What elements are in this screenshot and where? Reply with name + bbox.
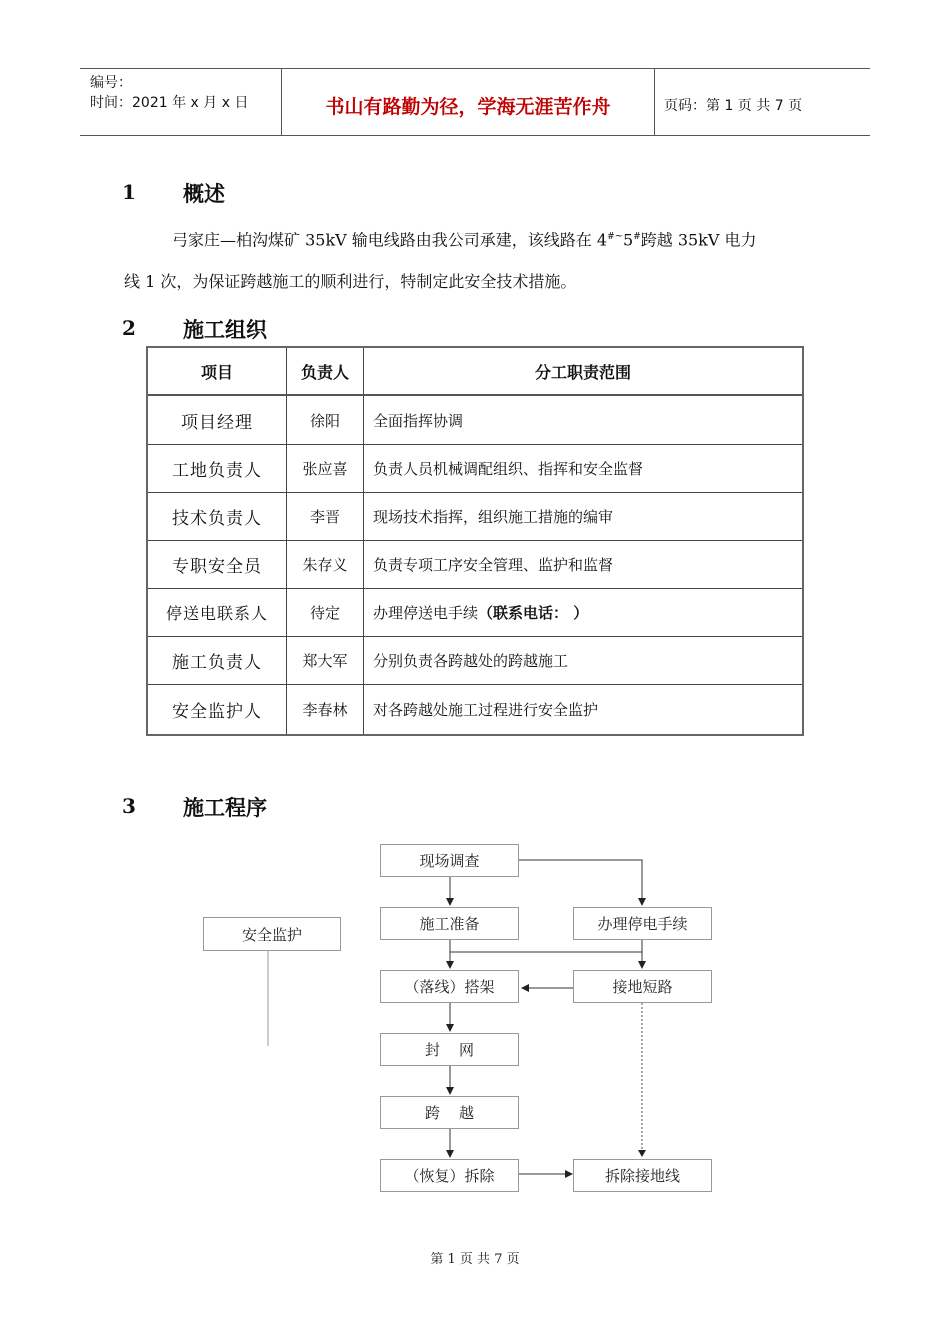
row-item: 施工负责人 bbox=[148, 637, 287, 684]
row-person: 张应喜 bbox=[287, 445, 364, 492]
row-person: 李晋 bbox=[287, 493, 364, 540]
section-1-title: 概述 bbox=[183, 182, 225, 206]
header-person: 负责人 bbox=[287, 348, 364, 394]
section-3-title: 施工程序 bbox=[183, 796, 267, 820]
flow-safety: 安全监护 bbox=[203, 917, 341, 951]
header-item: 项目 bbox=[148, 348, 287, 394]
overview-line-1: 弓家庄—柏沟煤矿 35kV 输电线路由我公司承建，该线路在 4#~5#跨越 35kV 电力 bbox=[172, 230, 757, 250]
row-person: 朱存义 bbox=[287, 541, 364, 588]
row-duty: 负责专项工序安全管理、监护和监督 bbox=[373, 556, 614, 574]
flow-cross: 跨 越 bbox=[380, 1096, 519, 1129]
flow-prep: 施工准备 bbox=[380, 907, 519, 940]
row-item: 技术负责人 bbox=[148, 493, 287, 540]
row-item: 安全监护人 bbox=[148, 685, 287, 734]
contact-phone-note: （联系电话： ） bbox=[478, 604, 589, 622]
section-2-number: 2 bbox=[122, 316, 136, 340]
flow-restore: （恢复）拆除 bbox=[380, 1159, 519, 1192]
row-duty: 现场技术指挥，组织施工措施的编审 bbox=[373, 508, 614, 526]
overview-line-2: 线 1 次，为保证跨越施工的顺利进行，特制定此安全技术措施。 bbox=[124, 272, 577, 292]
serial-label: 编号： bbox=[90, 75, 132, 91]
section-3-number: 3 bbox=[122, 794, 136, 818]
flow-remove-ground: 拆除接地线 bbox=[573, 1159, 712, 1192]
flow-net: 封 网 bbox=[380, 1033, 519, 1066]
row-person: 李春林 bbox=[287, 685, 364, 734]
row-person: 待定 bbox=[287, 589, 364, 636]
row-duty: 对各跨越处施工过程进行安全监护 bbox=[373, 701, 599, 719]
header-duty: 分工职责范围 bbox=[534, 362, 631, 382]
row-person: 郑大军 bbox=[287, 637, 364, 684]
row-person: 徐阳 bbox=[287, 396, 364, 444]
row-duty: 办理停送电手续 （联系电话： ） bbox=[373, 604, 589, 622]
page-footer: 第 1 页 共 7 页 bbox=[430, 1252, 520, 1267]
flow-survey: 现场调查 bbox=[380, 844, 519, 877]
row-duty: 分别负责各跨越处的跨越施工 bbox=[373, 652, 569, 670]
row-duty: 全面指挥协调 bbox=[373, 411, 464, 430]
page-indicator: 页码：第 1 页 共 7 页 bbox=[664, 98, 803, 114]
row-item: 停送电联系人 bbox=[148, 589, 287, 636]
section-2-title: 施工组织 bbox=[183, 318, 267, 342]
row-item: 工地负责人 bbox=[148, 445, 287, 492]
row-duty: 负责人员机械调配组织、指挥和安全监督 bbox=[373, 460, 644, 478]
flow-ground: 接地短路 bbox=[573, 970, 712, 1003]
arrow-survey-to-outage bbox=[519, 860, 642, 905]
flow-outage: 办理停电手续 bbox=[573, 907, 712, 940]
date-label: 时间：2021 年 x 月 x 日 bbox=[90, 95, 249, 111]
motto: 书山有路勤为径，学海无涯苦作舟 bbox=[325, 96, 611, 118]
row-item: 项目经理 bbox=[148, 396, 287, 444]
row-item: 专职安全员 bbox=[148, 541, 287, 588]
flow-erect: （落线）搭架 bbox=[380, 970, 519, 1003]
section-1-number: 1 bbox=[122, 180, 136, 204]
